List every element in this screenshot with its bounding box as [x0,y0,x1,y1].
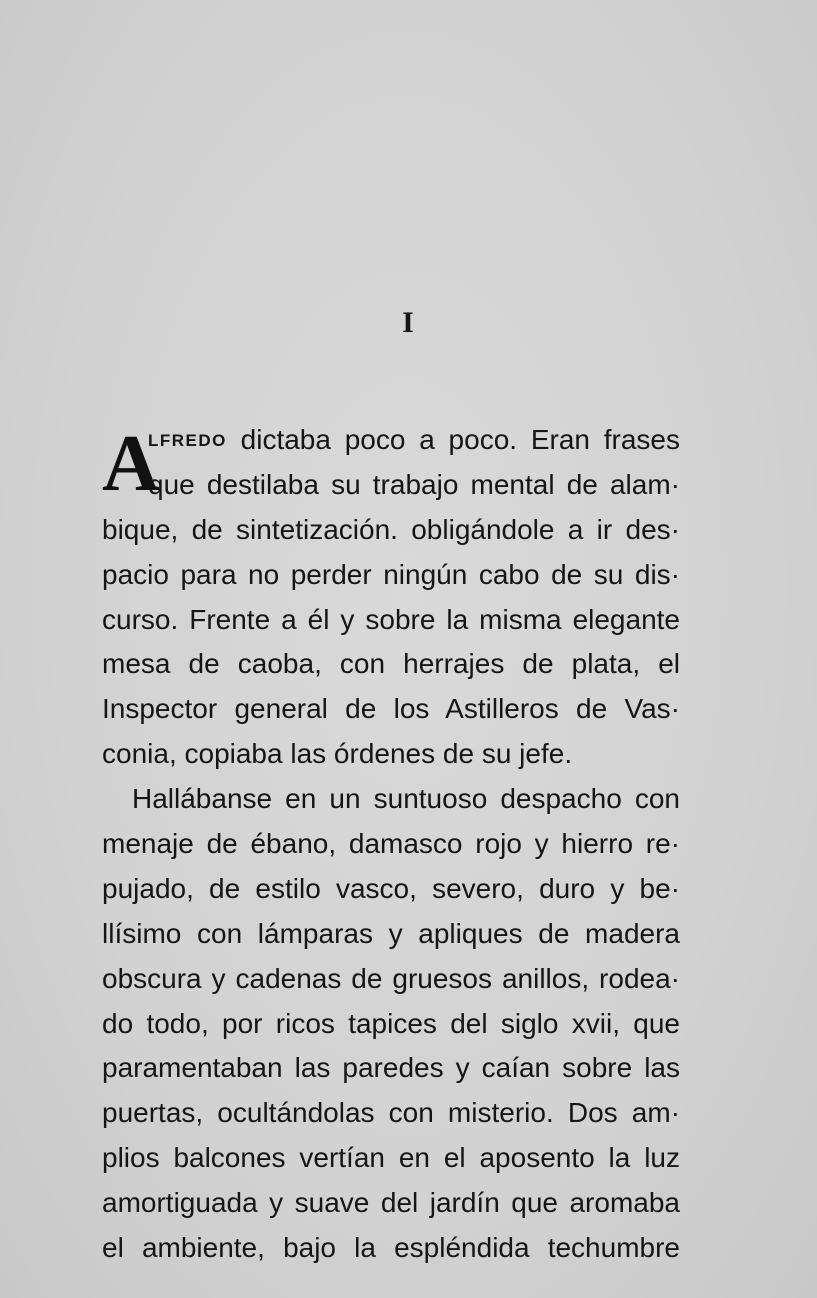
lead-small-caps: LFREDO [148,431,227,450]
paragraph1-line-3: bique, de sintetización. obligándole a ir des· [102,513,680,545]
paragraph2-line-8: puertas, ocultándolas con misterio. Dos am· [102,1097,680,1129]
paragraph2-line-10: amortiguada y suave del jardín que aromaba [102,1187,680,1219]
paragraph2-line-6: do todo, por ricos tapices del siglo xvii, que [102,1007,680,1039]
paragraph1-line-1-text: dictaba poco a poco. Eran frases [226,424,680,455]
paragraph2-line-3: pujado, de estilo vasco, severo, duro y be· [102,872,680,904]
paragraph1-line-8: conia, copiaba las órdenes de su jefe. [102,738,573,770]
paragraph2-line-1: Hallábanse en un suntuoso despacho con [132,783,680,815]
paragraph2-line-11: el ambiente, bajo la espléndida techumbre [102,1232,680,1264]
paragraph1-line-7: Inspector general de los Astilleros de Vas· [102,693,680,725]
paragraph2-line-4: llísimo con lámparas y apliques de madera [102,917,680,949]
body-text [102,418,680,1271]
paragraph2-line-9: plios balcones vertían en el aposento la luz [102,1142,680,1174]
paragraph1-line-2: que destilaba su trabajo mental de alam· [148,468,680,500]
drop-cap: A [102,420,160,508]
paragraph2-line-5: obscura y cadenas de gruesos anillos, rodea· [102,962,680,994]
paragraph1-line-4: pacio para no perder ningún cabo de su dis· [102,558,680,590]
paragraph1-line-6: mesa de caoba, con herrajes de plata, el [102,648,680,680]
paragraph1-line-1 [102,418,680,463]
paragraph2-line-2: menaje de ébano, damasco rojo y hierro re· [102,828,680,860]
chapter-number: I [402,306,415,339]
paragraph2-line-7: paramentaban las paredes y caían sobre las [102,1052,680,1084]
paragraph1-line-5: curso. Frente a él y sobre la misma elegante [102,603,680,635]
